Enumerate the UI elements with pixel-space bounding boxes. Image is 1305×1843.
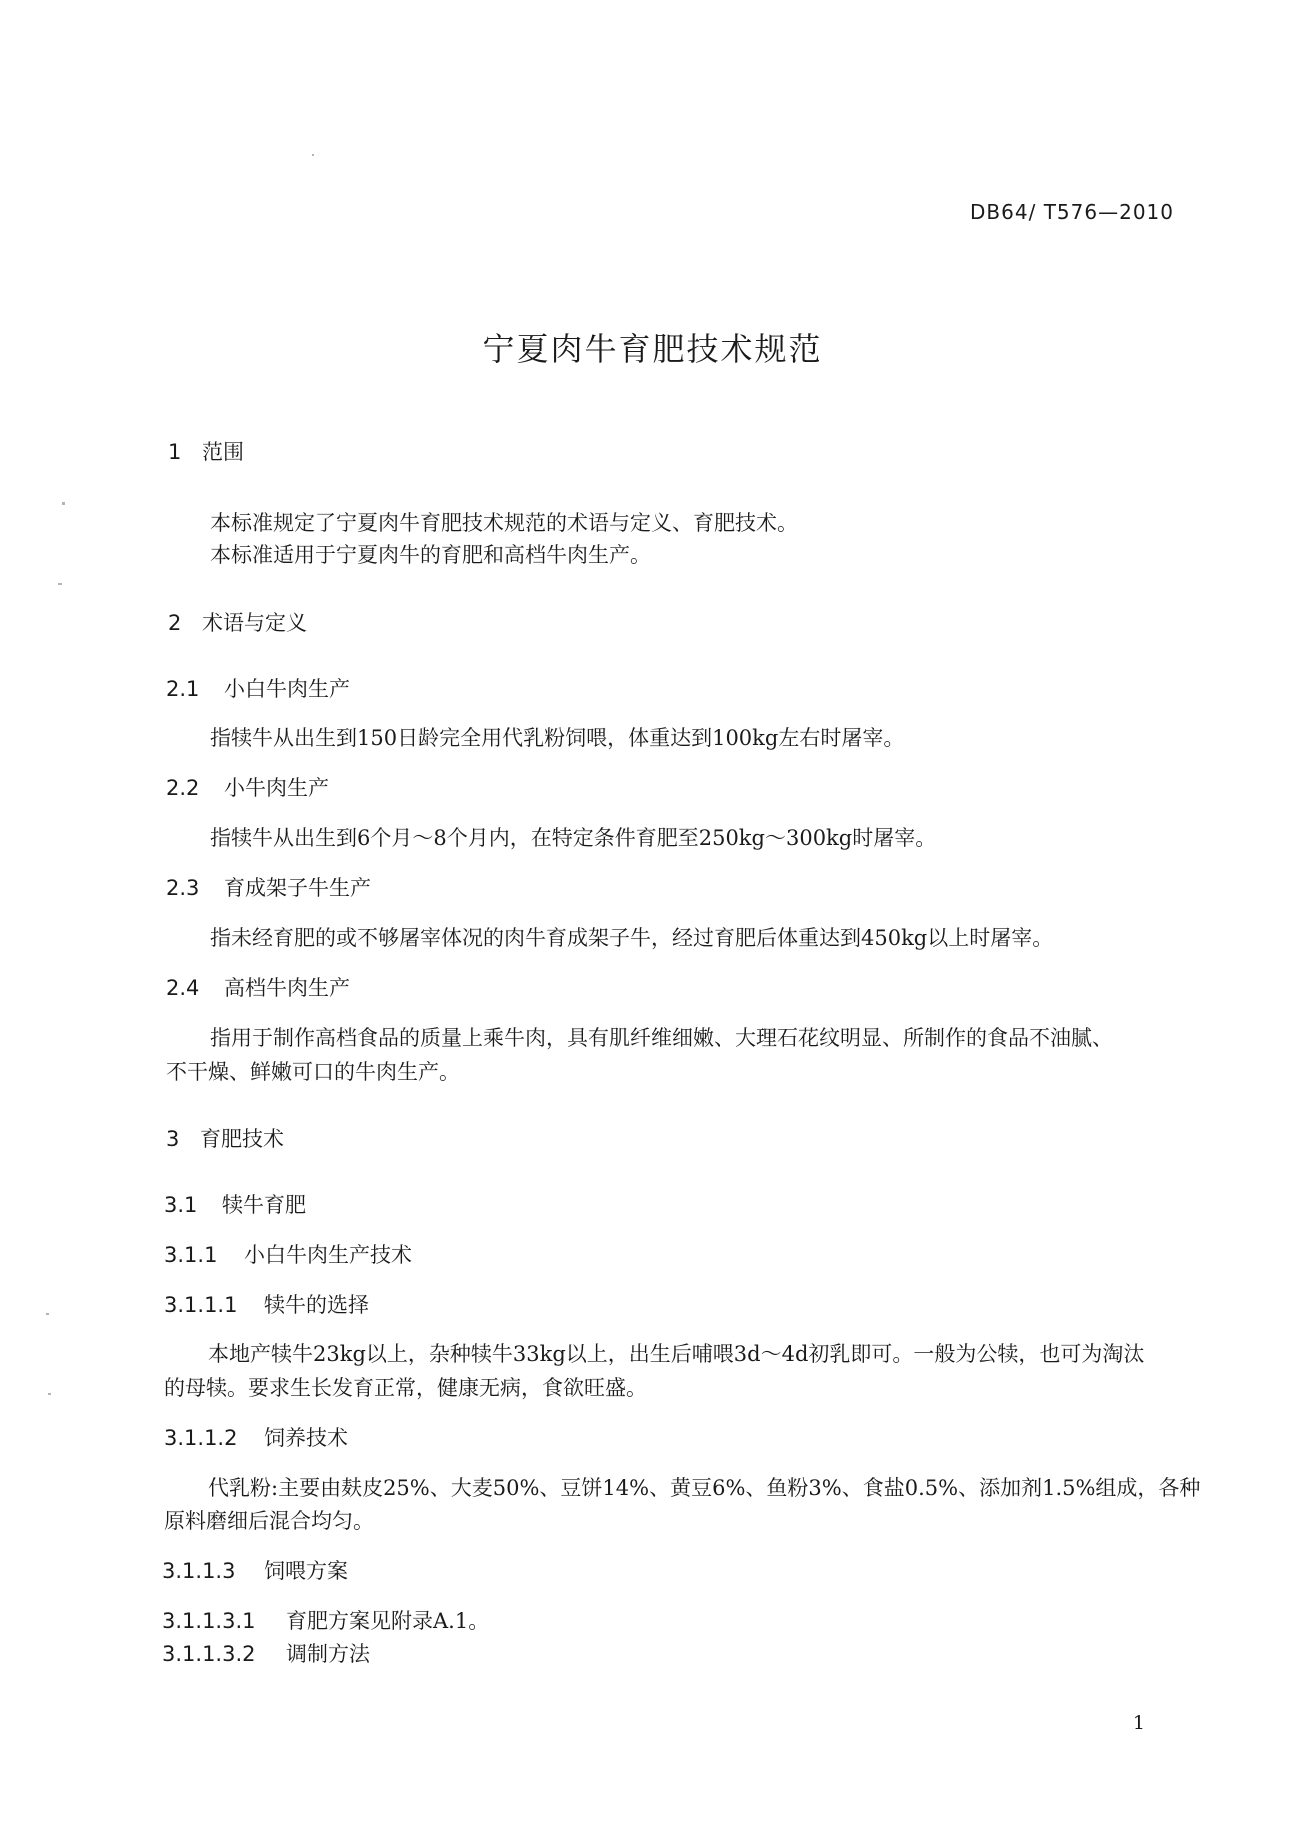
paragraph: 指用于制作高档食品的质量上乘牛肉，具有肌纤维细嫩、大理石花纹明显、所制作的食品不油腻、 (210, 1026, 1113, 1050)
paragraph: 的母犊。要求生长发育正常，健康无病，食欲旺盛。 (164, 1376, 647, 1400)
section-number: 2.3 (166, 876, 200, 900)
section-text: 调制方法 (286, 1642, 370, 1666)
section-number: 3.1.1.2 (164, 1426, 238, 1450)
section-number: 3 (166, 1127, 180, 1151)
section-heading-3 (166, 1123, 284, 1153)
section-item-3-1-1-3-2 (162, 1638, 370, 1668)
section-heading-2-1 (166, 673, 350, 703)
section-heading-3-1-1-2 (164, 1422, 348, 1452)
section-heading-2 (168, 607, 307, 637)
section-heading-3-1-1-3 (162, 1555, 348, 1585)
section-heading-2-4 (166, 972, 350, 1002)
section-number: 1 (168, 440, 182, 464)
section-number: 3.1.1.3.1 (162, 1609, 256, 1633)
section-title: 饲养技术 (264, 1426, 348, 1450)
section-number: 3.1.1.3.2 (162, 1642, 256, 1666)
paragraph: 指犊牛从出生到150日龄完全用代乳粉饲喂，体重达到100kg左右时屠宰。 (210, 726, 905, 750)
paragraph: 指未经育肥的或不够屠宰体况的肉牛育成架子牛，经过育肥后体重达到450kg以上时屠宰。 (210, 926, 1054, 950)
section-number: 3.1.1.1 (164, 1293, 238, 1317)
section-number: 3.1.1.3 (162, 1559, 236, 1583)
section-number: 2.1 (166, 677, 200, 701)
section-number: 2.4 (166, 976, 200, 1000)
paragraph: 本地产犊牛23kg以上，杂种犊牛33kg以上，出生后哺喂3d～4d初乳即可。一般为公犊，也可为淘汰 (208, 1342, 1145, 1366)
section-number: 3.1.1 (164, 1243, 218, 1267)
scan-speck (46, 1313, 49, 1315)
section-heading-3-1-1-1 (164, 1289, 369, 1319)
paragraph: 本标准适用于宁夏肉牛的育肥和高档牛肉生产。 (210, 543, 651, 567)
section-title: 小白牛肉生产技术 (244, 1243, 412, 1267)
document-title: 宁夏肉牛育肥技术规范 (482, 330, 823, 368)
section-number: 3.1 (164, 1193, 198, 1217)
section-number: 2 (168, 611, 182, 635)
paragraph: 本标准规定了宁夏肉牛育肥技术规范的术语与定义、育肥技术。 (210, 511, 798, 535)
paragraph: 代乳粉:主要由麸皮25%、大麦50%、豆饼14%、黄豆6%、鱼粉3%、食盐0.5%、添加剂1.5%组成，各种 (208, 1476, 1201, 1500)
scan-speck (312, 154, 314, 156)
scan-speck (58, 583, 62, 585)
page-number: 1 (1132, 1712, 1145, 1734)
scan-speck (48, 1393, 51, 1395)
section-title: 犊牛的选择 (264, 1293, 369, 1317)
section-title: 犊牛育肥 (222, 1193, 306, 1217)
section-text: 育肥方案见附录A.1。 (286, 1609, 490, 1633)
paragraph: 不干燥、鲜嫩可口的牛肉生产。 (166, 1060, 460, 1084)
scan-speck (62, 502, 65, 505)
section-heading-3-1 (164, 1189, 306, 1219)
section-title: 育成架子牛生产 (224, 876, 371, 900)
section-title: 高档牛肉生产 (224, 976, 350, 1000)
section-heading-3-1-1 (164, 1239, 412, 1269)
section-title: 饲喂方案 (264, 1559, 348, 1583)
section-title: 育肥技术 (200, 1127, 284, 1151)
section-heading-2-2 (166, 772, 329, 802)
section-heading-2-3 (166, 872, 371, 902)
section-item-3-1-1-3-1 (162, 1605, 489, 1635)
standard-code: DB64/ T576—2010 (970, 200, 1174, 224)
section-title: 范围 (202, 440, 244, 464)
paragraph: 指犊牛从出生到6个月～8个月内，在特定条件育肥至250kg～300kg时屠宰。 (210, 826, 937, 850)
section-title: 小白牛肉生产 (224, 677, 350, 701)
section-number: 2.2 (166, 776, 200, 800)
paragraph: 原料磨细后混合均匀。 (164, 1509, 374, 1533)
section-title: 小牛肉生产 (224, 776, 329, 800)
section-title: 术语与定义 (202, 611, 307, 635)
section-heading-1 (168, 436, 244, 466)
